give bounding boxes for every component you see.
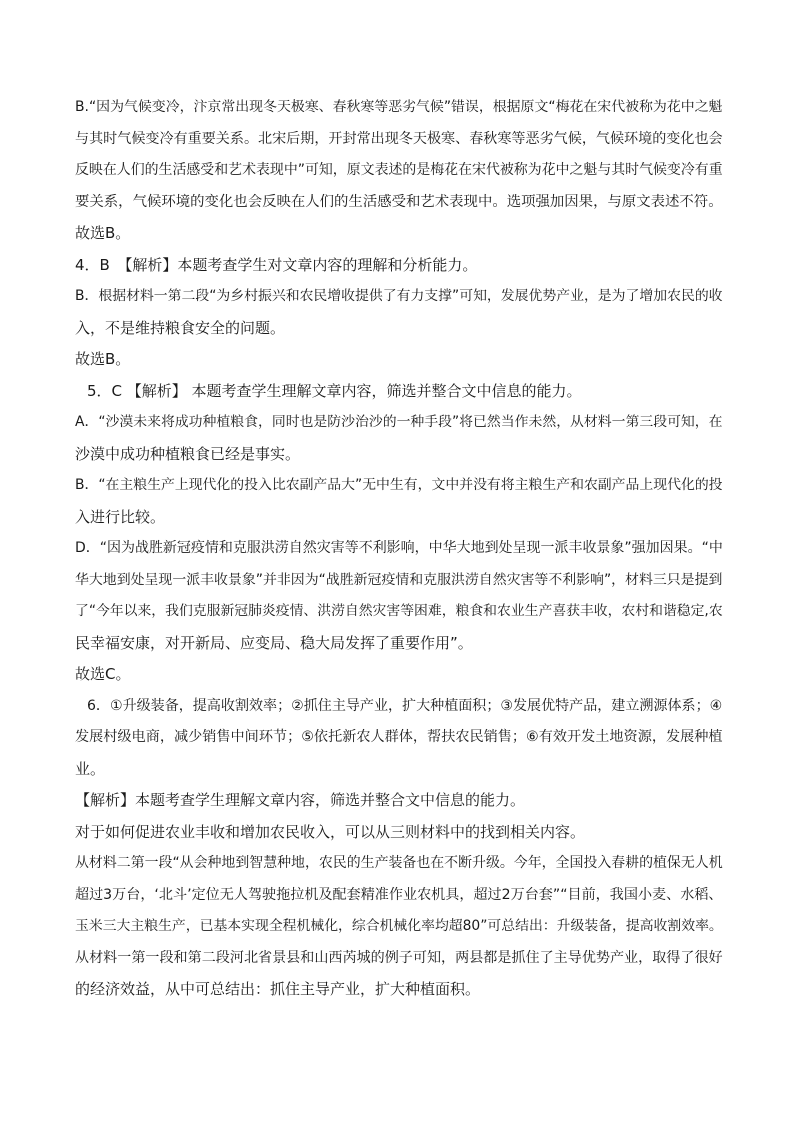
paragraph-line: 故选C。: [75, 665, 131, 683]
paragraph-line: 的经济效益，从中可总结出：抓住主导产业，扩大种植面积。: [75, 980, 481, 998]
paragraph-line: B．“在主粮生产上现代化的投入比农副产品大”无中生有，文中并没有将主粮生产和农副产品上现代化的投: [75, 477, 723, 493]
paragraph-line: 故选B。: [75, 350, 131, 368]
paragraph-line: 从材料二第一段“从会种地到智慧种地，农民的生产装备也在不断升级。今年，全国投入春耕的植保无人机: [75, 855, 723, 871]
paragraph-line: 对于如何促进农业丰收和增加农民收入，可以从三则材料中的找到相关内容。: [75, 822, 586, 841]
paragraph-line: 华大地到处呈现一派丰收景象”并非因为“战胜新冠疫情和克服洪涝自然灾害等不利影响”，材料三只是提到: [75, 571, 723, 588]
document-body: [75, 96, 723, 1010]
paragraph-line: D．“因为战胜新冠疫情和克服洪涝自然灾害等不利影响，中华大地到处呈现一派丰收景象”强加因果。“中: [75, 540, 723, 556]
paragraph-line: 反映在人们的生活感受和艺术表现中”可知，原文表述的是梅花在宋代被称为花中之魁与其时气候变冷有重: [75, 162, 723, 178]
paragraph-line: 发展村级电商，减少销售中间环节；⑤依托新农人群体，帮扶农民销售；⑥有效开发土地资源，发展种植: [75, 729, 723, 745]
question-4-answer: 4．B 【解析】本题考查学生对文章内容的理解和分析能力。: [75, 255, 478, 274]
paragraph-line: 沙漠中成功种植粮食已经是事实。: [75, 444, 301, 463]
question-6-answer: 6．①升级装备，提高收割效率；②抓住主导产业，扩大种植面积；③发展优特产品，建立溯源体系；④: [87, 697, 723, 714]
paragraph-line: 民幸福安康，对开新局、应变局、稳大局发挥了重要作用”。: [75, 633, 473, 652]
question-5-answer: 5．C 【解析】 本题考查学生理解文章内容，筛选并整合文中信息的能力。: [87, 381, 582, 400]
paragraph-line: 入进行比较。: [75, 507, 166, 526]
paragraph-line: 玉米三大主粮生产，已基本实现全程机械化，综合机械化率均超80”可总结出：升级装备，提高收割效率。: [75, 918, 723, 934]
paragraph-line: 【解析】本题考查学生理解文章内容，筛选并整合文中信息的能力。: [75, 791, 526, 809]
paragraph-line: 业。: [75, 759, 106, 778]
paragraph-line: B．根据材料一第二段“为乡村振兴和农民增收提供了有力支撑”可知，发展优势产业，是为了增加农民的收: [75, 288, 723, 304]
paragraph-line: 超过3万台，‘北斗’定位无人驾驶拖拉机及配套精准作业农机具，超过2万台套”“目前，我国小麦、水稻、: [75, 886, 723, 903]
paragraph-line: 从材料一第一段和第二段河北省景县和山西芮城的例子可知，两县都是抓住了主导优势产业，取得了很好: [75, 949, 723, 966]
paragraph-line: A．“沙漠未来将成功种植粮食，同时也是防沙治沙的一种手段”将已然当作未然，从材料一第三段可知，在: [75, 414, 723, 430]
paragraph-line: 要关系，气候环境的变化也会反映在人们的生活感受和艺术表现中。选项强加因果，与原文表述不符。: [75, 193, 723, 210]
paragraph-line: 了“今年以来，我们克服新冠肺炎疫情、洪涝自然灾害等困难，粮食和农业生产喜获丰收，农村和谐稳定,农: [75, 603, 723, 619]
paragraph-line: 入，不是维持粮食安全的问题。: [75, 318, 286, 337]
paragraph-line: B.“因为气候变冷，汴京常出现冬天极寒、春秋寒等恶劣气候”错误，根据原文“梅花在宋代被称为花中之魁: [75, 99, 723, 115]
paragraph-line: 与其时气候变冷有重要关系。北宋后期，开封常出现冬天极寒、春秋寒等恶劣气候，气候环境的变化也会: [75, 130, 723, 147]
paragraph-line: 故选B。: [75, 224, 131, 242]
